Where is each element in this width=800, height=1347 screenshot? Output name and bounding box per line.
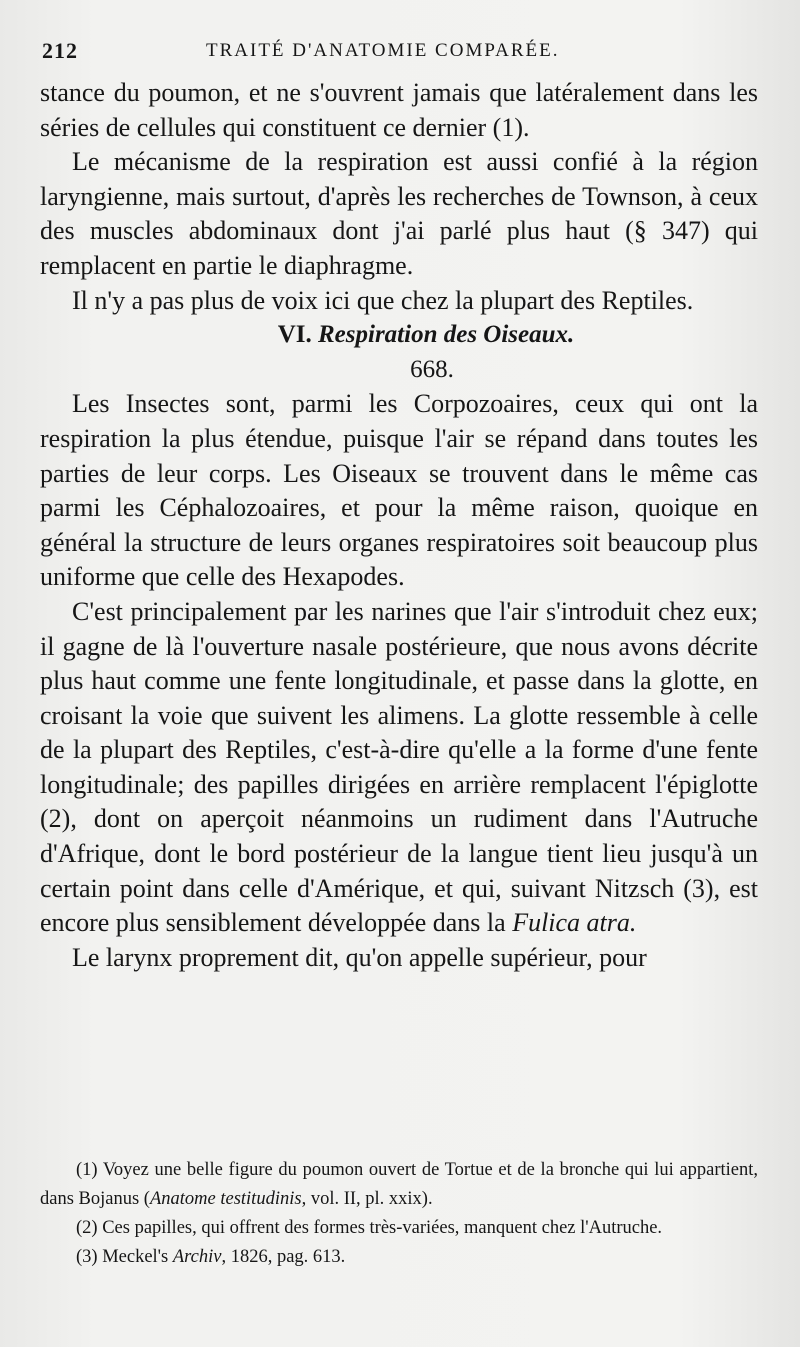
paragraph: Les Insectes sont, parmi les Corpozoaires, ceux qui ont la respiration la plus étendue, puisque l'air se répand dans toutes les parties de leur corps. Les Oiseaux se trouvent dans le même cas parmi les Céphalozoaires, et pour la même raison, quoique en général la structure de leurs organes respiratoires soit beaucoup plus uniforme que celle des Hexapodes. [40, 389, 758, 592]
footnote-citation-title: Archiv [172, 1247, 222, 1267]
species-name: Fulica atra. [512, 908, 637, 938]
paragraph: Il n'y a pas plus de voix ici que chez la plupart des Reptiles. [72, 285, 694, 315]
page-number: 212 [42, 38, 78, 63]
footnote-citation-title: Anatome testitudinis [149, 1189, 302, 1209]
page-header [42, 38, 754, 68]
paragraph [40, 595, 758, 941]
footnote-text: , vol. II, pl. xxix). [301, 1189, 433, 1209]
running-title: TRAITÉ D'ANATOMIE COMPARÉE. [206, 40, 560, 61]
footnote-text: (3) Meckel's [76, 1247, 173, 1267]
paragraph: Le mécanisme de la respiration est aussi confié à la région laryngienne, mais surtout, d'après les recherches de Townson, à ceux des muscles abdominaux dont j'ai parlé plus haut (§ 347) qui remplacent en partie le diaphragme. [40, 147, 758, 280]
section-number: VI. [277, 321, 312, 349]
footnote-text: (1) Voyez une belle figure du poumon ouvert de Tortue et de la bronche qui lui appartient, dans Bojanus ( [40, 1160, 758, 1209]
footnotes [40, 1156, 758, 1272]
footnote: (2) Ces papilles, qui offrent des formes très-variées, manquent chez l'Autruche. [76, 1218, 663, 1238]
section-title: Respiration des Oiseaux. [318, 321, 575, 349]
footnote [40, 1243, 758, 1272]
section-heading [40, 318, 758, 353]
footnote [40, 1156, 758, 1214]
paragraph-continued: stance du poumon, et ne s'ouvrent jamais que latéralement dans les séries de cellules qui constituent ce dernier (1). [40, 78, 758, 142]
main-text [40, 76, 758, 975]
paragraph: Le larynx proprement dit, qu'on appelle supérieur, pour [72, 942, 647, 972]
paragraph-number: 668. [410, 355, 454, 383]
footnote-text: , 1826, pag. 613. [221, 1247, 346, 1267]
paragraph-text: C'est principalement par les narines que l'air s'introduit chez eux; il gagne de là l'ouverture nasale postérieure, que nous avons décrite plus haut comme une fente longitudinale, et passe dans la glotte, en croisant la voie que suivent les alimens. La glotte ressemble à celle de la plupart des Reptiles, c'est-à-dire qu'elle a la forme d'une fente longitudinale; des papilles dirigées en arrière remplacent l'épiglotte (2), dont on aperçoit néanmoins un rudiment dans l'Autruche d'Afrique, dont le bord postérieur de la langue tient lieu jusqu'à un certain point dans celle d'Amérique, et qui, suivant Nitzsch (3), est encore plus sensiblement développée dans la [40, 596, 758, 938]
